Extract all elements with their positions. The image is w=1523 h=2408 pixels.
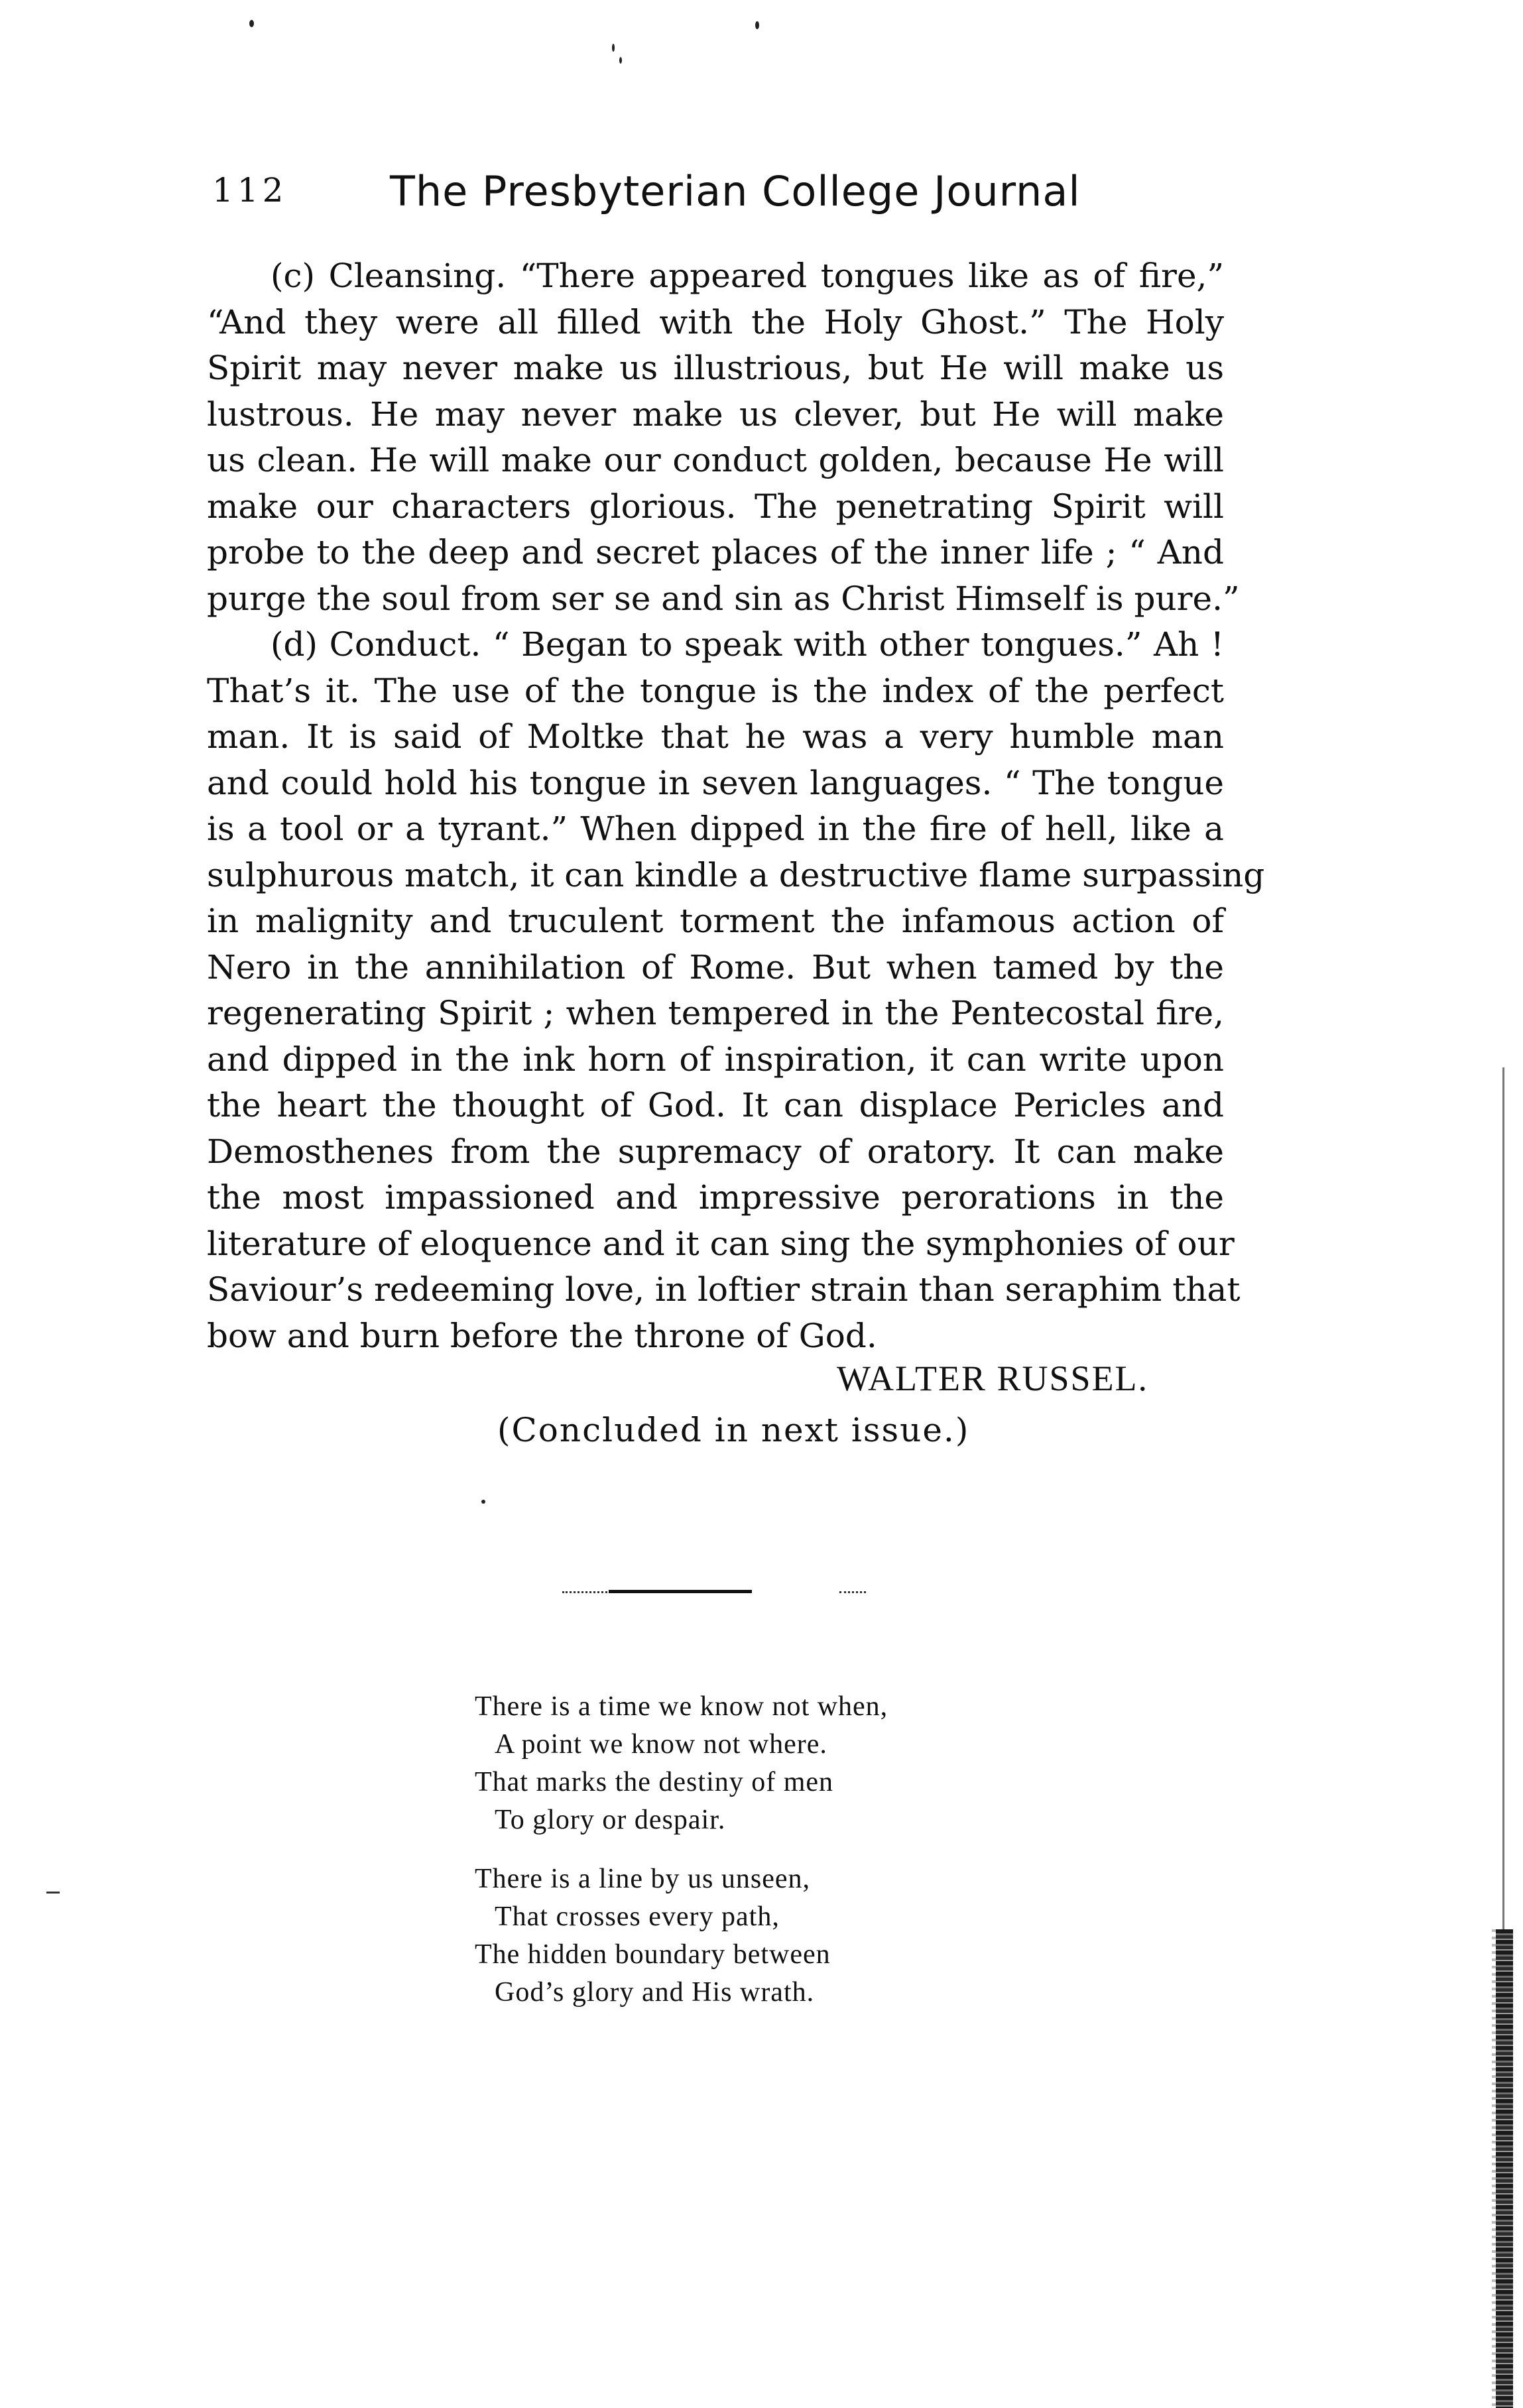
text-line: us clean. He will make our conduct golden, because He will <box>207 441 1224 479</box>
poem-line: God’s glory and His wrath. <box>495 1977 815 2008</box>
text-line: (c) Cleansing. “There appeared tongues like as of fire,” <box>271 257 1224 295</box>
running-title: The Presbyterian College Journal <box>390 167 1081 215</box>
article-body <box>207 253 1265 1359</box>
page-header <box>212 167 1247 224</box>
text-line: sulphurous match, it can kindle a destructive flame surpassing <box>207 855 1265 894</box>
continuation-note: (Concluded in next issue.) <box>497 1411 970 1449</box>
text-line: Demosthenes from the supremacy of oratory. It can make <box>207 1132 1224 1171</box>
text-line: literature of eloquence and it can sing the symphonies of our <box>207 1224 1235 1263</box>
poem-line: The hidden boundary between <box>475 1939 831 1970</box>
text-line: purge the soul from ser se and sin as Christ Himself is pure.” <box>207 579 1240 618</box>
poem-line: To glory or despair. <box>495 1805 726 1835</box>
scan-speck <box>619 57 622 64</box>
text-line: Spirit may never make us illustrious, but He will make us <box>207 349 1224 387</box>
text-line: lustrous. He may never make us clever, but He will make <box>207 394 1224 434</box>
author-signature: WALTER RUSSEL. <box>837 1358 1149 1398</box>
scan-speck <box>755 21 759 29</box>
text-line: man. It is said of Moltke that he was a very humble man <box>207 717 1224 756</box>
poem-line: A point we know not where. <box>495 1729 827 1760</box>
text-line: Nero in the annihilation of Rome. But when tamed by the <box>207 947 1224 987</box>
text-line: and dipped in the ink horn of inspiration, it can write upon <box>207 1040 1224 1079</box>
text-line: is a tool or a tyrant.” When dipped in the fire of hell, like a <box>207 810 1224 848</box>
margin-mark <box>46 1892 60 1894</box>
page-edge-binding <box>1496 1929 1513 2408</box>
scan-speck <box>481 1500 485 1504</box>
divider-dots <box>562 1591 607 1593</box>
section-divider <box>562 1590 866 1595</box>
page-edge-line <box>1502 1067 1504 1929</box>
page-number: 112 <box>212 171 288 210</box>
text-line: bow and burn before the throne of God. <box>207 1316 877 1355</box>
text-line: the most impassioned and impressive perorations in the <box>207 1178 1224 1217</box>
text-line: That’s it. The use of the tongue is the index of the perfect <box>207 671 1224 710</box>
text-line: make our characters glorious. The penetrating Spirit will <box>207 487 1224 526</box>
text-line: in malignity and truculent torment the infamous action of <box>207 902 1224 940</box>
text-line: and could hold his tongue in seven languages. “ The tongue <box>207 763 1224 802</box>
scan-speck <box>612 44 615 52</box>
poem-line: There is a time we know not when, <box>475 1691 888 1722</box>
poem-line: That crosses every path, <box>495 1901 780 1932</box>
divider-rule <box>609 1590 752 1593</box>
scan-speck <box>249 20 254 27</box>
text-line: Saviour’s redeeming love, in loftier strain than seraphim that <box>207 1270 1241 1309</box>
text-line: “And they were all filled with the Holy Ghost.” The Holy <box>207 302 1224 341</box>
divider-dots <box>839 1591 866 1593</box>
text-line: (d) Conduct. “ Began to speak with other tongues.” Ah ! <box>271 625 1224 664</box>
poem-line: That marks the destiny of men <box>475 1767 834 1797</box>
poem-line: There is a line by us unseen, <box>475 1864 811 1894</box>
poem-stanza <box>475 1860 1071 2012</box>
poem-stanza <box>475 1688 1071 1839</box>
text-line: probe to the deep and secret places of the inner life ; “ And <box>207 533 1224 572</box>
text-line: the heart the thought of God. It can displace Pericles and <box>207 1086 1224 1124</box>
text-line: regenerating Spirit ; when tempered in the Pentecostal fire, <box>207 994 1224 1032</box>
